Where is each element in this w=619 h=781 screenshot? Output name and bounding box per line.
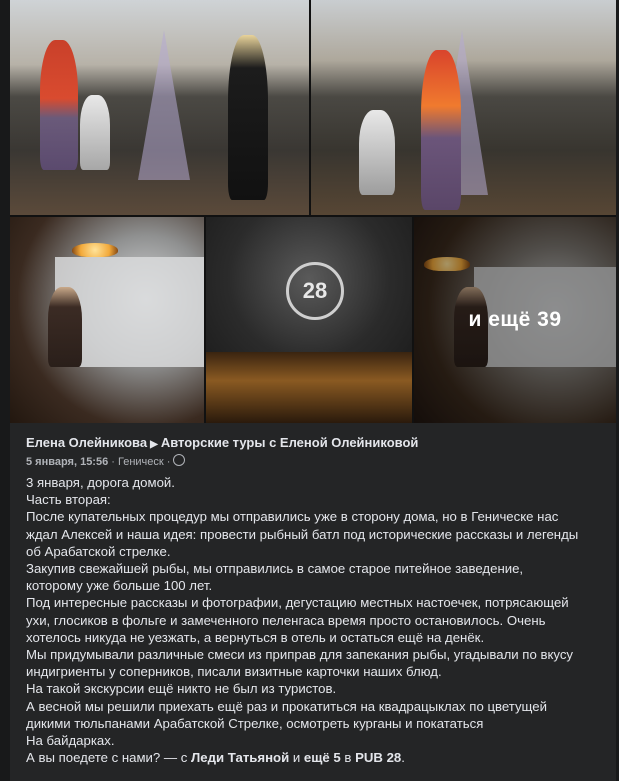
lamp <box>72 243 118 257</box>
post-header: Елена Олейникова ▶ Авторские туры с Еленой Олейниковой 5 января, 15:56 · Геническ · <box>26 435 419 468</box>
person-figure <box>48 287 82 367</box>
post-line: 3 января, дорога домой. <box>26 475 175 490</box>
snowman-figure <box>359 110 395 195</box>
snowman-figure <box>80 95 110 170</box>
post-date[interactable]: 5 января, 15:56 <box>26 456 109 468</box>
caret-right-icon: ▶ <box>150 439 158 450</box>
post-line: А весной мы решили приехать ещё раз и прокатиться на квадрацыклах по цветущей <box>26 698 547 714</box>
tag-lady-tatiana[interactable]: Леди Татьяной <box>191 750 290 766</box>
more-photos-overlay[interactable] <box>414 217 616 423</box>
last-line-and: и <box>289 750 304 766</box>
post-line: об Арабатской стрелке. <box>26 543 171 559</box>
post-line: хотелось никуда не уезжать, а вернуться в отель и остаться ещё на денёк. <box>26 629 485 645</box>
group-name[interactable]: Авторские туры с Еленой Олейниковой <box>160 435 419 450</box>
pub-windows <box>206 352 412 423</box>
post-location[interactable]: Геническ <box>118 456 164 468</box>
photo-5[interactable] <box>414 217 616 423</box>
globe-icon <box>173 454 185 466</box>
photo-4[interactable] <box>206 217 412 423</box>
photo-1[interactable] <box>10 0 309 215</box>
photo-grid <box>10 0 616 423</box>
light-tree <box>138 30 190 180</box>
post-line: Часть вторая: <box>26 492 111 508</box>
tag-more-people[interactable]: ещё 5 <box>303 750 341 766</box>
post-last-line <box>26 749 608 766</box>
more-photos-label: и ещё 39 <box>468 308 562 331</box>
post-line: ухи, глосиков в фольге и замеченного пеленгаса время просто остановилось. Очень <box>26 612 546 628</box>
post-line: Закупив свежайшей рыбы, мы отправились в самое старое питейное заведение, <box>26 561 524 577</box>
post-line: ждал Алексей и наша идея: провести рыбный батл под исторические рассказы и легенды <box>26 526 579 542</box>
post-line: На такой экскурсии ещё никто не был из туристов. <box>26 681 337 697</box>
person-figure <box>228 35 268 200</box>
photo-2[interactable] <box>311 0 616 215</box>
post-text <box>26 474 608 766</box>
post-line: индигриенты у соперников, писали визитные карточки наших блюд. <box>26 664 442 680</box>
author-name[interactable]: Елена Олейникова <box>26 435 148 450</box>
photo-3[interactable] <box>10 217 204 423</box>
post-line: На байдарках. <box>26 733 115 749</box>
last-line-suffix: . <box>401 750 405 766</box>
post-line: которому уже больше 100 лет. <box>26 578 213 594</box>
tag-place[interactable]: PUB 28 <box>355 750 402 766</box>
post-card <box>10 0 616 781</box>
pub-sign <box>286 262 344 320</box>
person-figure <box>40 40 78 170</box>
person-figure <box>421 50 461 210</box>
post-line: Под интересные рассказы и фотографии, дегустацию местных настоечек, потрясающей <box>26 595 569 611</box>
pub-sign-text: 28 <box>302 278 328 303</box>
post-line: дикими тюльпанами Арабатской Стрелке, осмотреть курганы и покататься <box>26 715 484 731</box>
last-line-in: в <box>340 750 356 766</box>
post-line: Мы придумывали различные смеси из приправ для запекания рыбы, угадывали по вкусу <box>26 647 574 663</box>
post-line: После купательных процедур мы отправились уже в сторону дома, но в Геническе нас <box>26 509 559 525</box>
last-line-prefix: А вы поедете с нами? — с <box>26 750 192 766</box>
